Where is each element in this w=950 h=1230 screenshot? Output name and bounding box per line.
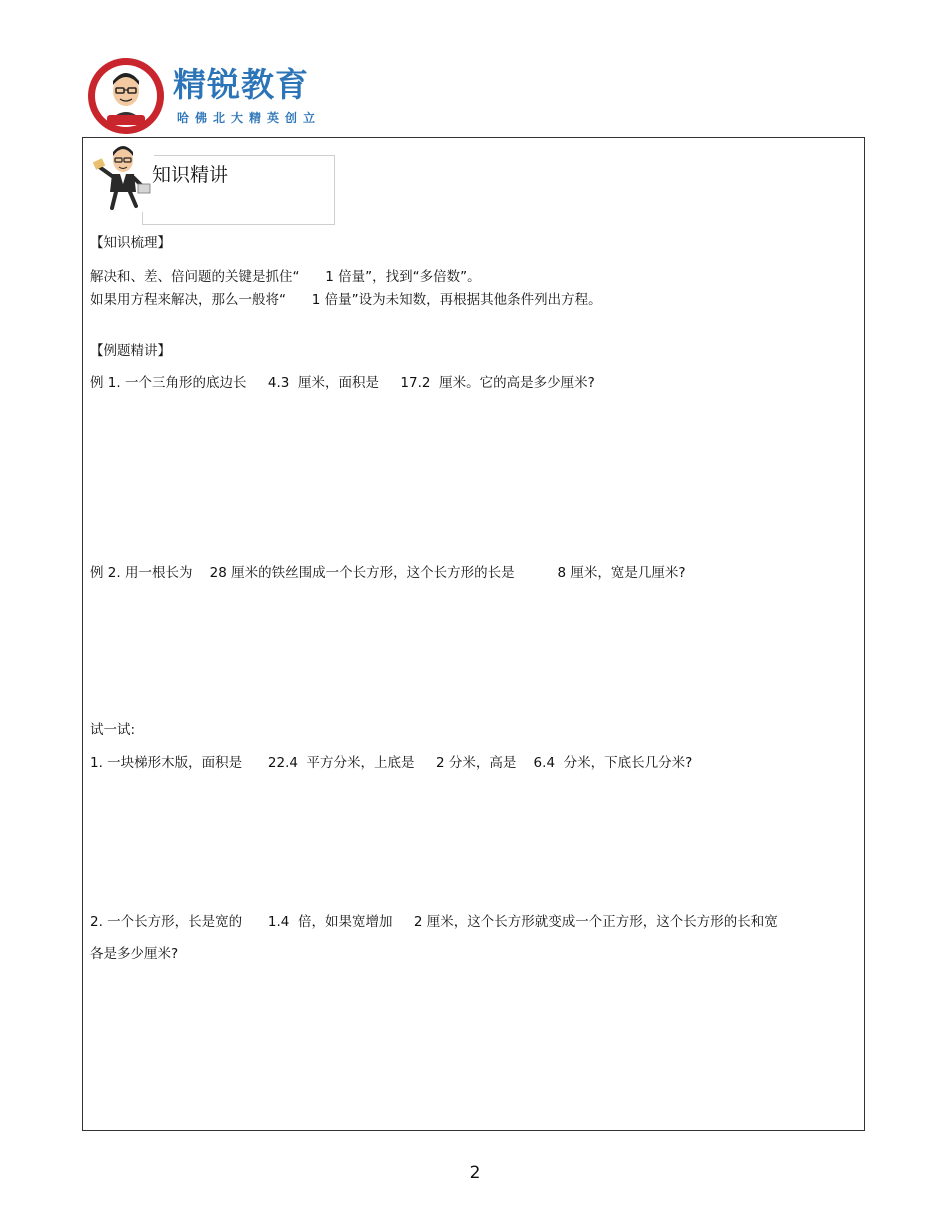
example-1: 例 1. 一个三角形的底边长 4.3 厘米，面积是 17.2 厘米。它的高是多少厘米?	[90, 375, 595, 391]
content-frame	[82, 137, 865, 1131]
teacher-cartoon-icon	[90, 140, 154, 212]
brand-subtitle: 哈佛北大精英创立	[177, 111, 322, 125]
try-problem-1: 1. 一块梯形木版，面积是 22.4 平方分米，上底是 2 分米，高是 6.4 分米，下底长几分米?	[90, 755, 693, 771]
knowledge-heading: 【知识梳理】	[90, 235, 171, 251]
try-problem-2-line-2: 各是多少厘米?	[90, 946, 179, 962]
page-number: 2	[469, 1163, 481, 1183]
try-heading: 试一试:	[90, 722, 136, 738]
examples-heading: 【例题精讲】	[90, 343, 171, 359]
try-problem-2-line-1: 2. 一个长方形，长是宽的 1.4 倍，如果宽增加 2 厘米，这个长方形就变成一个正方形，这个长方形的长和宽	[90, 914, 778, 930]
knowledge-line-2: 如果用方程来解决，那么一般将“ 1 倍量”设为未知数，再根据其他条件列出方程。	[90, 292, 602, 308]
teacher-badge-icon	[87, 57, 165, 135]
section-title: 知识精讲	[152, 164, 229, 186]
example-2: 例 2. 用一根长为 28 厘米的铁丝围成一个长方形，这个长方形的长是 8 厘米，宽是几厘米?	[90, 565, 686, 581]
knowledge-line-1: 解决和、差、倍问题的关键是抓住“ 1 倍量”，找到“多倍数”。	[90, 269, 481, 285]
brand-name: 精锐教育	[173, 65, 309, 104]
brand-logo	[87, 57, 330, 135]
